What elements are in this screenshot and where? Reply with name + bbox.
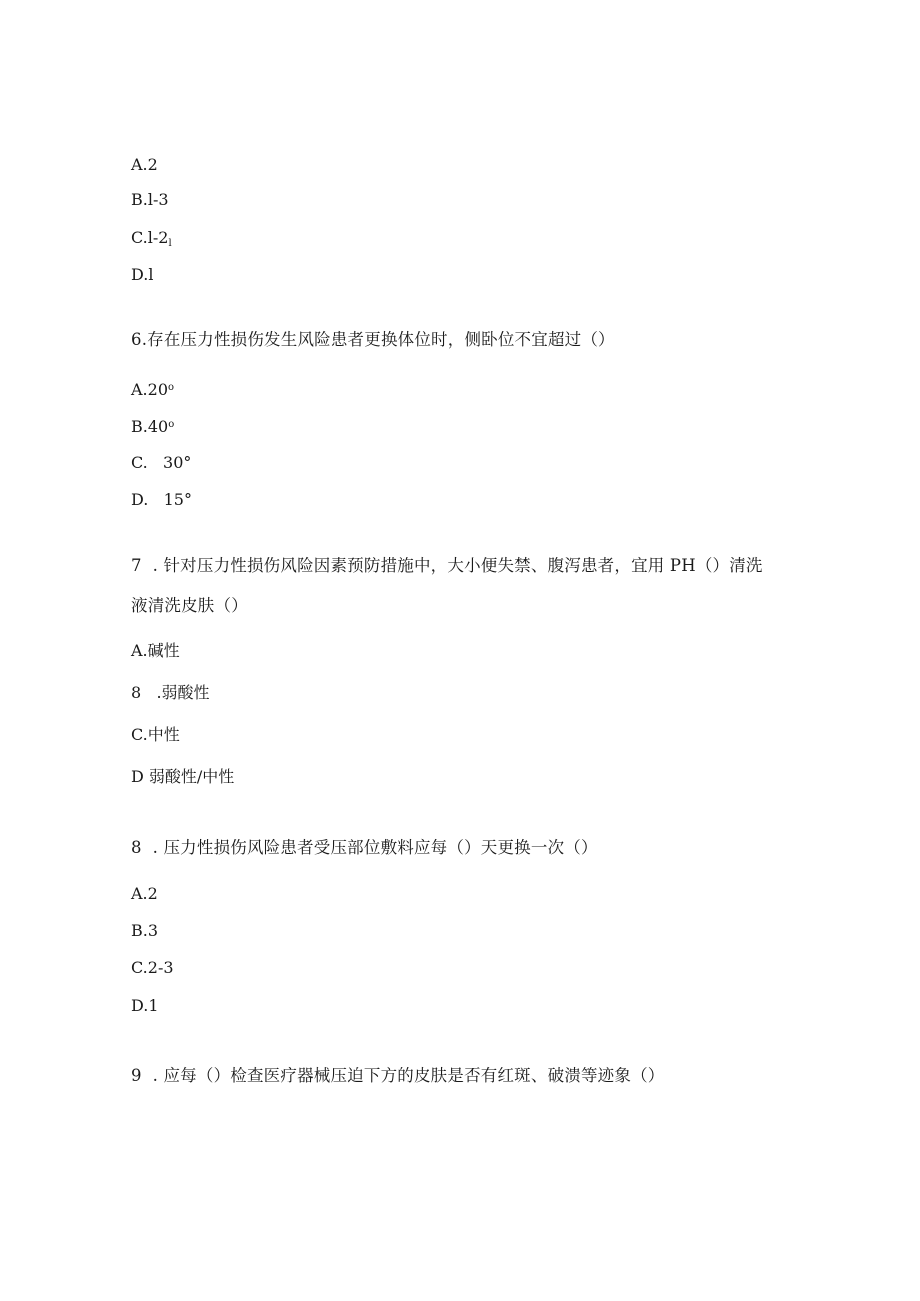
q6-option-c: C. 30° <box>131 453 192 472</box>
q5-option-c-text: C.l-2 <box>131 228 169 247</box>
q8-option-d: D.1 <box>131 996 159 1015</box>
q5-option-a: A.2 <box>131 155 158 174</box>
q7-option-c: C.中性 <box>131 725 180 744</box>
q5-option-b: B.l-3 <box>131 190 169 209</box>
q9-question-text: 9 . 应每（）检查医疗器械压迫下方的皮肤是否有红斑、破溃等迹象（） <box>131 1066 665 1085</box>
q6-option-a-text: A.20 <box>131 380 168 399</box>
q8-option-b: B.3 <box>131 921 159 940</box>
q8-question-text: 8 . 压力性损伤风险患者受压部位敷料应每（）天更换一次（） <box>131 838 598 857</box>
q6-option-b <box>131 415 174 437</box>
q7-option-b: 8 .弱酸性 <box>131 683 210 702</box>
q6-option-a-superscript: o <box>168 382 175 393</box>
q7-question-text-line1: 7 . 针对压力性损伤风险因素预防措施中，大小便失禁、腹泻患者，宜用 PH（）清洗 <box>131 556 763 575</box>
q7-option-a: A.碱性 <box>131 641 180 660</box>
q8-option-a: A.2 <box>131 884 158 903</box>
q7-question-text-line2: 液清洗皮肤（） <box>131 596 248 615</box>
q6-question-text: 6.存在压力性损伤发生风险患者更换体位时，侧卧位不宜超过（） <box>131 330 615 349</box>
q6-option-d: D. 15° <box>131 490 192 509</box>
q5-option-c-subscript: l <box>168 238 172 249</box>
q6-option-b-text: B.40 <box>131 417 169 436</box>
q6-option-b-superscript: o <box>168 419 175 430</box>
q8-option-c: C.2-3 <box>131 958 174 977</box>
q5-option-d: D.l <box>131 265 154 284</box>
q7-option-d: D 弱酸性/中性 <box>131 767 235 786</box>
q5-option-c <box>131 228 172 254</box>
q6-option-a <box>131 378 174 400</box>
